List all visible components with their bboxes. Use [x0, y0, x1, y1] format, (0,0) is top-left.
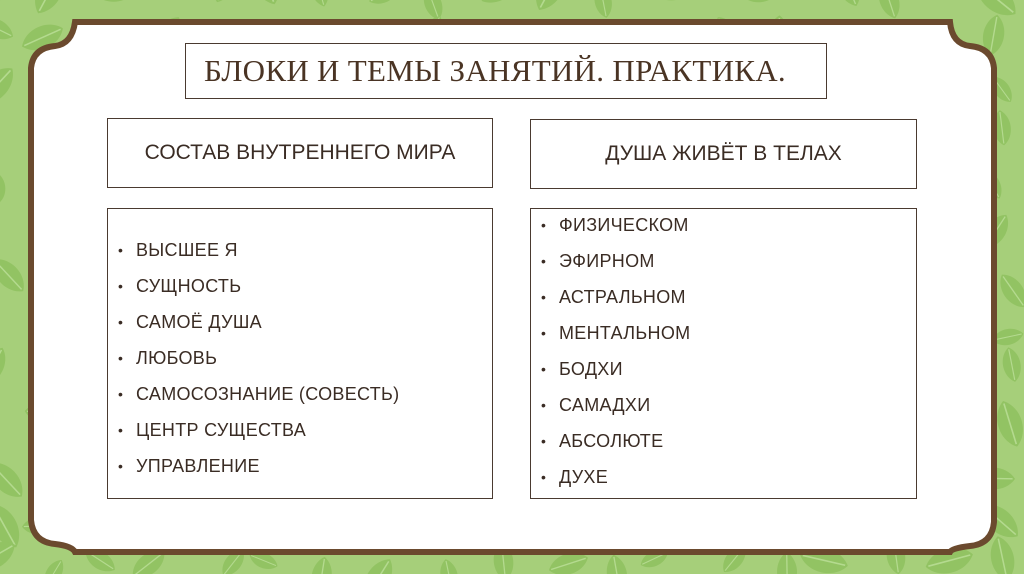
bullet-icon: • [118, 314, 124, 330]
list-item: • АСТРАЛЬНОМ [531, 279, 916, 315]
list-item: • ВЫСШЕЕ Я [108, 232, 492, 268]
bullet-icon: • [541, 289, 547, 305]
list-item: • АБСОЛЮТЕ [531, 423, 916, 459]
list-item: • САМАДХИ [531, 387, 916, 423]
list-item: • САМОСОЗНАНИЕ (СОВЕСТЬ) [108, 376, 492, 412]
bullet-icon: • [118, 242, 124, 258]
bullet-icon: • [118, 422, 124, 438]
list-item: • ЭФИРНОМ [531, 243, 916, 279]
slide-title: БЛОКИ И ТЕМЫ ЗАНЯТИЙ. ПРАКТИКА. [185, 43, 827, 99]
bullet-icon: • [118, 350, 124, 366]
bullet-icon: • [541, 253, 547, 269]
list-item: • СУЩНОСТЬ [108, 268, 492, 304]
bullet-icon: • [118, 458, 124, 474]
bullet-icon: • [541, 469, 547, 485]
list-item: • ЛЮБОВЬ [108, 340, 492, 376]
list-item: • БОДХИ [531, 351, 916, 387]
bullet-icon: • [541, 325, 547, 341]
list-item: • УПРАВЛЕНИЕ [108, 448, 492, 484]
bullet-icon: • [541, 217, 547, 233]
list-item: • ФИЗИЧЕСКОМ [531, 207, 916, 243]
list-item: • МЕНТАЛЬНОМ [531, 315, 916, 351]
bullet-icon: • [541, 433, 547, 449]
bullet-icon: • [541, 397, 547, 413]
list-item: • ДУХЕ [531, 459, 916, 495]
right-column-heading: ДУША ЖИВЁТ В ТЕЛАХ [530, 119, 917, 189]
right-column-list [530, 208, 917, 499]
bullet-icon: • [541, 361, 547, 377]
bullet-icon: • [118, 278, 124, 294]
list-item: • ЦЕНТР СУЩЕСТВА [108, 412, 492, 448]
left-column-heading: СОСТАВ ВНУТРЕННЕГО МИРА [107, 118, 493, 188]
list-item: • САМОЁ ДУША [108, 304, 492, 340]
bullet-icon: • [118, 386, 124, 402]
left-column-list [107, 208, 493, 499]
